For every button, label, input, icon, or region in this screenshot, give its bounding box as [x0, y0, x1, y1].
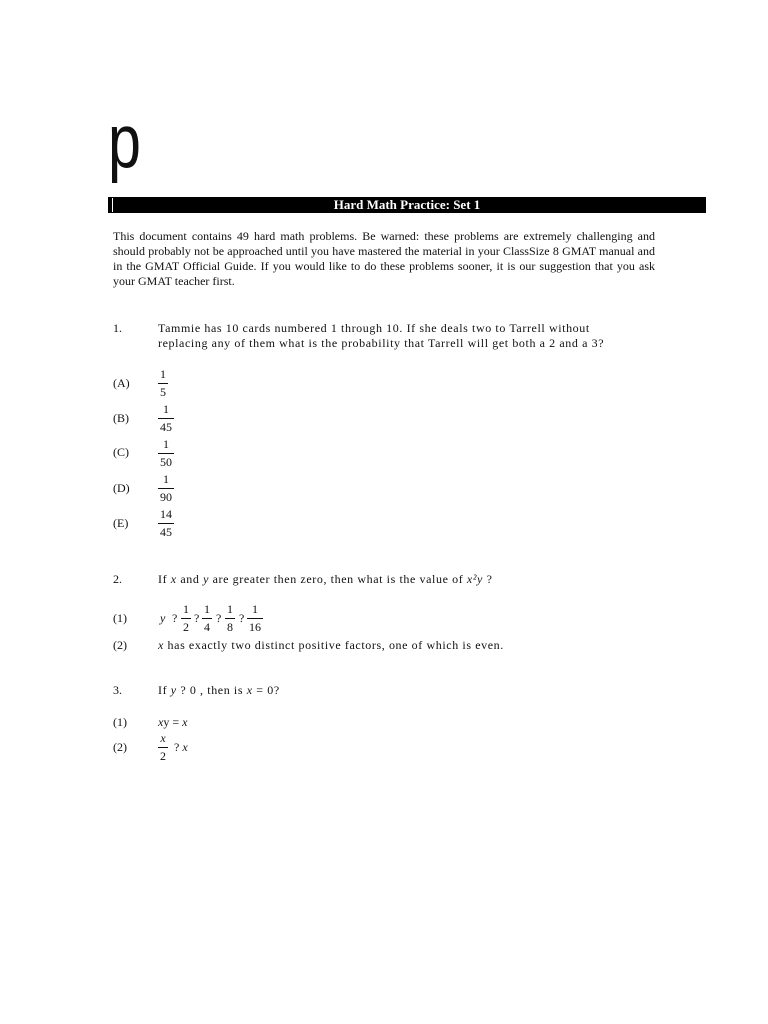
q2-statement1-q1: ? [172, 611, 178, 625]
fraction-bar [158, 453, 174, 454]
fraction-numerator: 14 [160, 507, 172, 521]
q2-s1-fraction-4 [247, 603, 263, 634]
q2-var-x: x [170, 572, 177, 586]
q2-text-and: and [176, 572, 204, 586]
q2-text-end: ? [482, 572, 493, 586]
q3-stem-prefix: If [158, 683, 171, 697]
fraction-denominator: 5 [160, 385, 166, 399]
q3-statement2-rest [174, 740, 188, 754]
q2-statement1-q2: ? [194, 611, 200, 625]
fraction-numerator: 1 [252, 602, 258, 616]
fraction-numerator: 1 [183, 602, 189, 616]
fraction-numerator: 1 [160, 367, 166, 381]
q1-choice-b-label: (B) [113, 411, 129, 425]
q2-statement2-label: (2) [113, 638, 127, 652]
q3-s1-var-x: x [158, 715, 164, 729]
fraction-numerator: 1 [227, 602, 233, 616]
fraction-denominator: 8 [227, 620, 233, 634]
q3-s2-var-x: x [182, 740, 188, 754]
fraction-numerator: 1 [163, 472, 169, 486]
fraction-denominator: 50 [160, 455, 172, 469]
q2-text [158, 572, 493, 586]
q3-s2-fraction [158, 732, 168, 763]
fraction-bar [225, 618, 235, 619]
q3-stem-mid: ? 0 , then is [176, 683, 247, 697]
intro-paragraph: This document contains 49 hard math problems. Be warned: these problems are extremely challenging and should probably not be approached until you have mastered the material in your ClassSize 8 GMAT manual and in the GMAT Official Guide. If you would like to do these problems sooner, it is our suggestion that you ask your GMAT teacher first. [113, 229, 655, 288]
q2-statement1-y [160, 611, 165, 625]
q1-choice-e-fraction [158, 508, 174, 539]
q3-statement1 [158, 715, 187, 729]
fraction-bar [181, 618, 191, 619]
q1-choice-e-label: (E) [113, 516, 129, 530]
fraction-denominator: 2 [183, 620, 189, 634]
fraction-bar [158, 523, 174, 524]
q3-s2-q: ? [174, 740, 180, 754]
q3-number: 3. [113, 683, 122, 697]
q2-expression: x²y [466, 572, 483, 586]
q3-statement1-label: (1) [113, 715, 127, 729]
fraction-numerator: 1 [204, 602, 210, 616]
q3-s1-var-x2: x [182, 715, 188, 729]
q2-s1-fraction-3 [225, 603, 235, 634]
q1-choice-a-fraction [158, 368, 168, 399]
q3-statement2-label: (2) [113, 740, 127, 754]
q2-statement1-label: (1) [113, 611, 127, 625]
q1-choice-d-fraction [158, 473, 174, 504]
q2-text-mid: are greater then zero, then what is the value of [209, 572, 467, 586]
fraction-denominator: 2 [160, 749, 166, 763]
q2-statement1-q3: ? [216, 611, 222, 625]
q2-number: 2. [113, 572, 122, 586]
q1-choice-d-label: (D) [113, 481, 130, 495]
q3-stem-var-x: x [246, 683, 253, 697]
q1-number: 1. [113, 321, 122, 335]
fraction-bar [158, 383, 168, 384]
q2-s1-var-y: y [160, 611, 166, 625]
q2-s1-fraction-1 [181, 603, 191, 634]
q1-choice-a-label: (A) [113, 376, 130, 390]
fraction-bar [247, 618, 263, 619]
fraction-bar [158, 418, 174, 419]
fraction-bar [202, 618, 212, 619]
fraction-numerator: x [160, 731, 166, 745]
fraction-denominator: 16 [249, 620, 261, 634]
q3-stem-end: = 0? [252, 683, 280, 697]
q1-text-line1: Tammie has 10 cards numbered 1 through 10. If she deals two to Tarrell without [158, 321, 590, 335]
title-bar-tick [112, 198, 113, 212]
fraction-numerator: 1 [163, 437, 169, 451]
q2-s2-text: has exactly two distinct positive factors, one of which is even. [163, 638, 504, 652]
q2-statement1-q4: ? [239, 611, 245, 625]
q2-text-prefix: If [158, 572, 171, 586]
title-bar [108, 197, 706, 213]
logo-glyph: p [108, 99, 141, 184]
q3-s1-rest: y = [163, 715, 183, 729]
q1-choice-b-fraction [158, 403, 174, 434]
fraction-bar [158, 488, 174, 489]
q2-statement2-text [158, 638, 504, 652]
fraction-denominator: 45 [160, 420, 172, 434]
q3-stem-var-y: y [170, 683, 177, 697]
page-title: Hard Math Practice: Set 1 [333, 197, 481, 212]
fraction-denominator: 90 [160, 490, 172, 504]
fraction-denominator: 4 [204, 620, 210, 634]
q2-var-y: y [203, 572, 209, 586]
q2-s2-var-x: x [158, 638, 164, 652]
q2-s1-fraction-2 [202, 603, 212, 634]
fraction-bar [158, 747, 168, 748]
q1-choice-c-fraction [158, 438, 174, 469]
q1-text-line2: replacing any of them what is the probability that Tarrell will get both a 2 and a 3? [158, 336, 605, 350]
fraction-denominator: 45 [160, 525, 172, 539]
q3-stem [158, 683, 280, 697]
fraction-numerator: 1 [163, 402, 169, 416]
q1-choice-c-label: (C) [113, 445, 129, 459]
